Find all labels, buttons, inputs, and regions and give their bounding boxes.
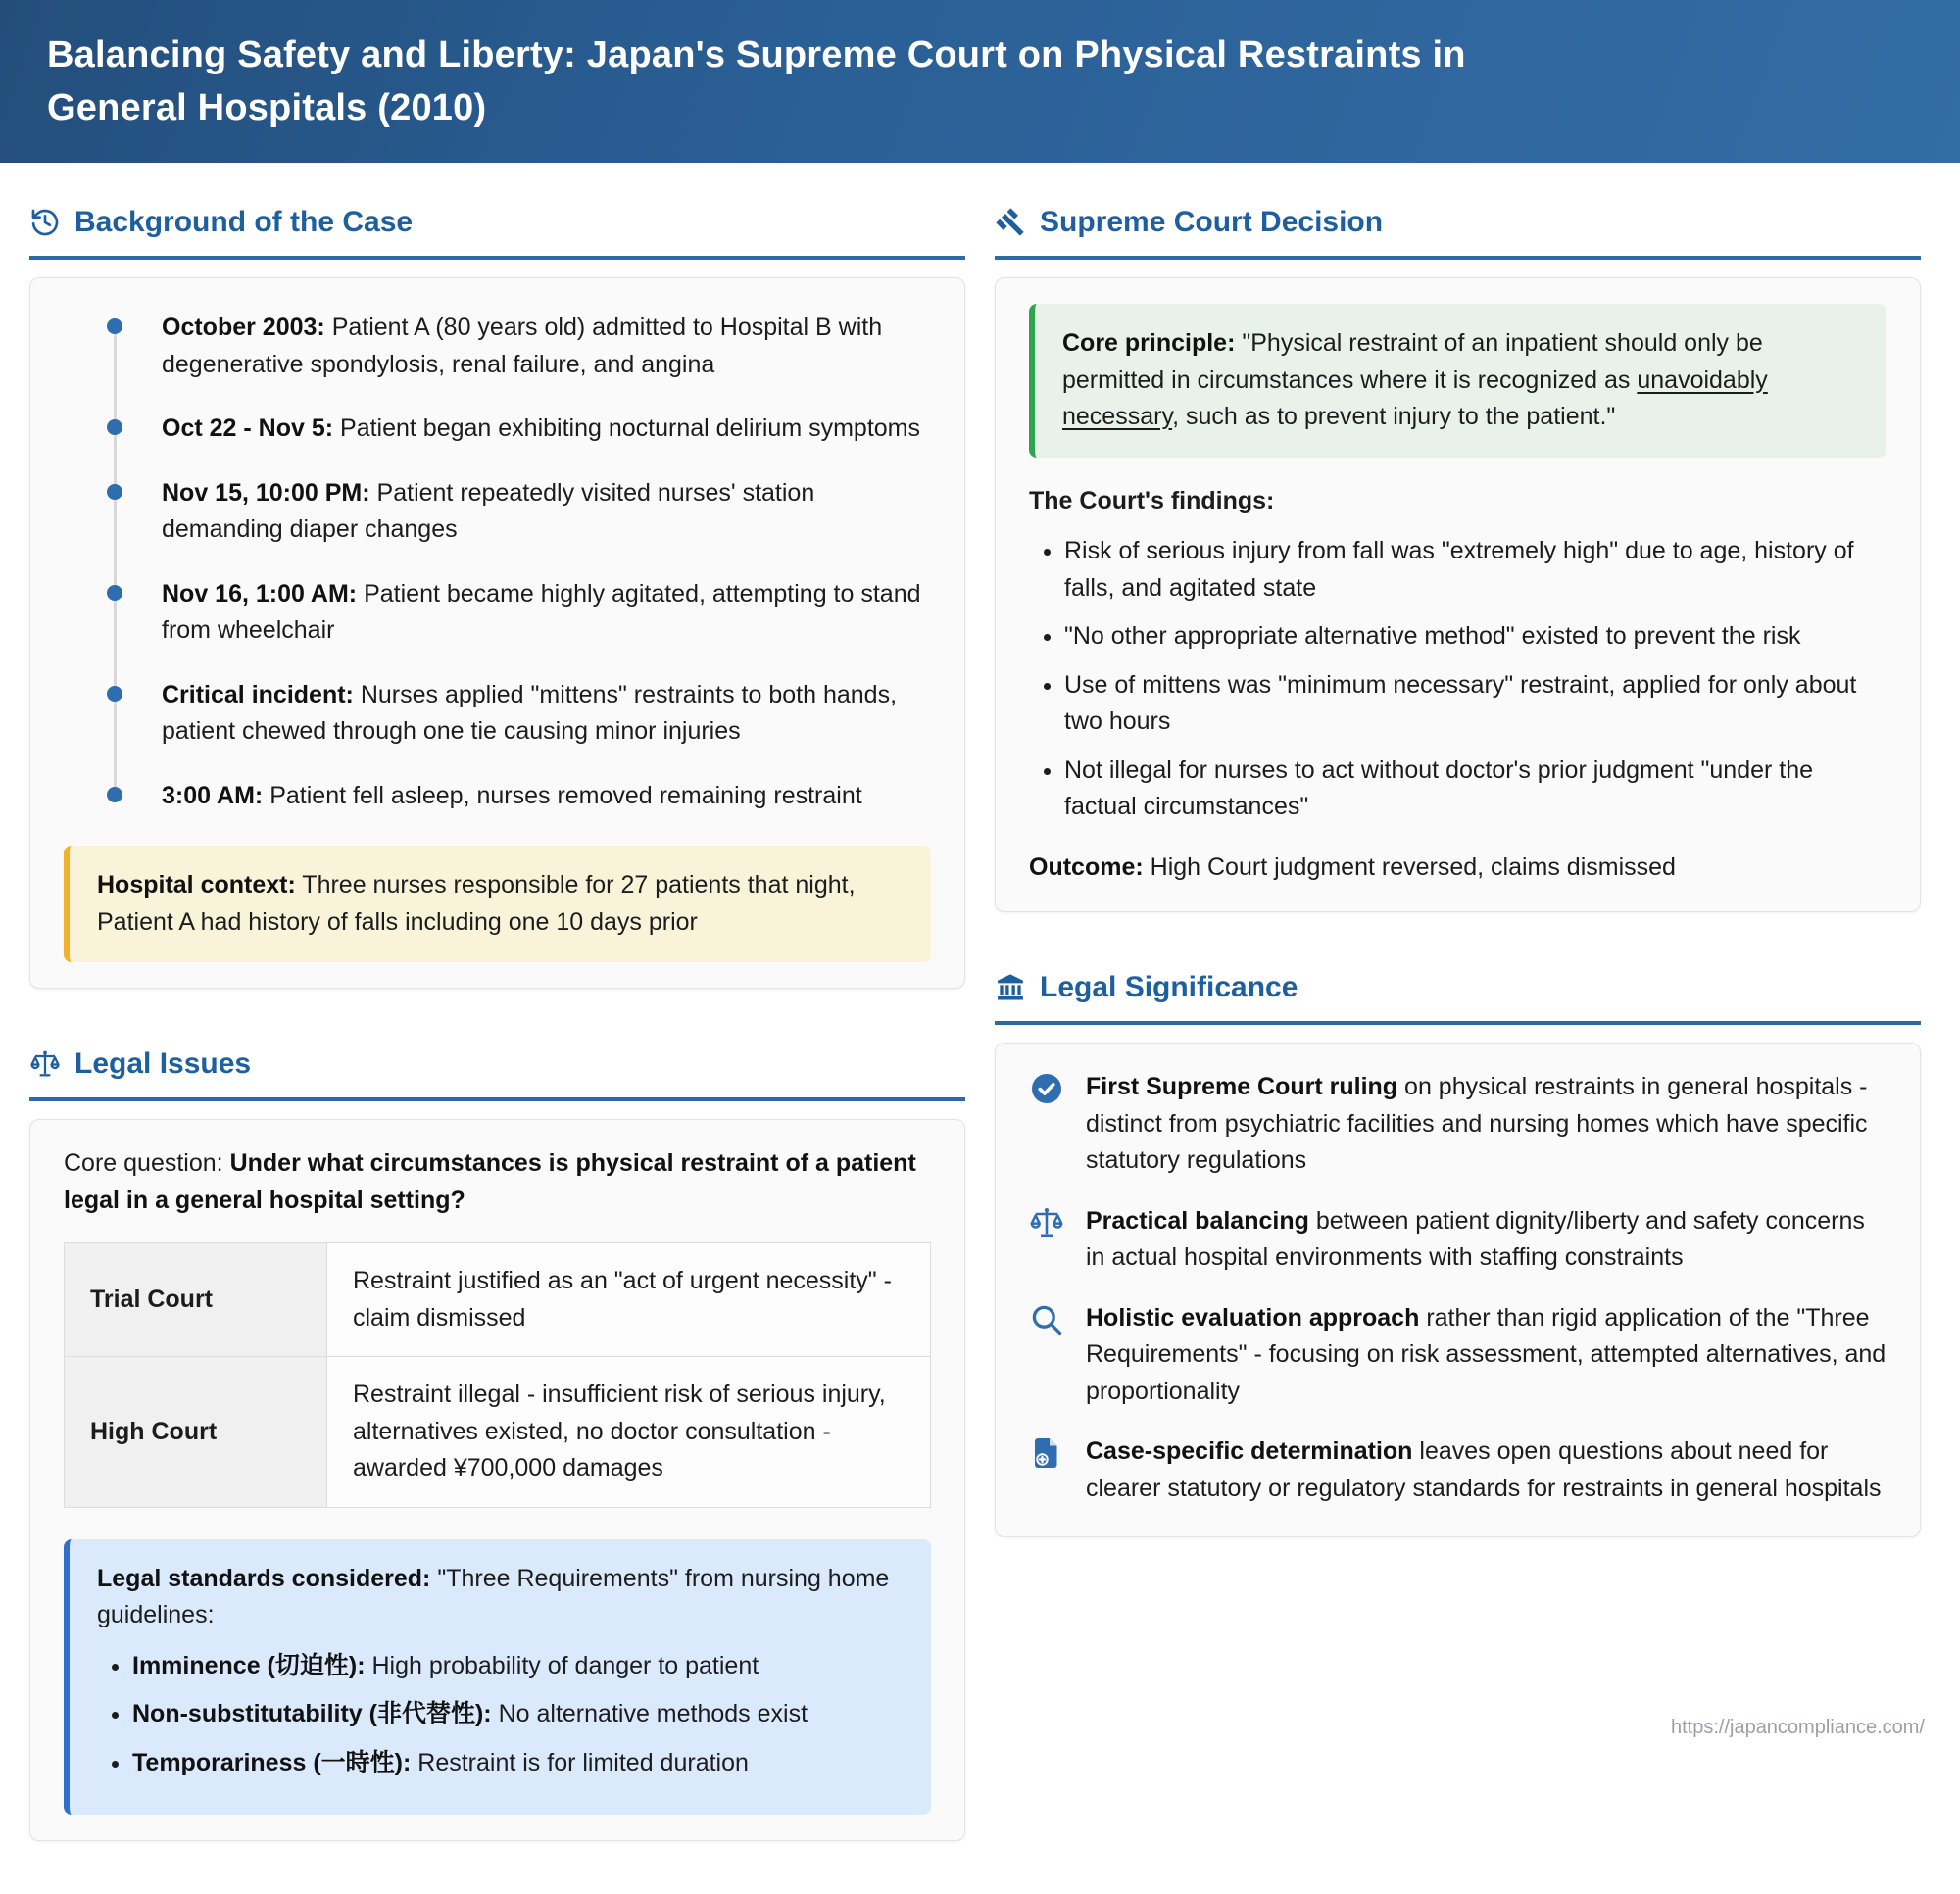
timeline <box>64 310 931 814</box>
core-principle-label: Core principle: <box>1062 329 1236 357</box>
significance-item <box>1029 1069 1886 1180</box>
scales-icon <box>29 1048 61 1080</box>
timeline-item-label: October 2003: <box>162 314 325 341</box>
significance-item <box>1029 1300 1886 1411</box>
decision-section-header <box>995 200 1921 260</box>
significance-item-label: Practical balancing <box>1086 1206 1309 1235</box>
scales-icon <box>1029 1203 1066 1240</box>
list-item <box>132 1745 904 1782</box>
outcome <box>1029 850 1886 887</box>
section-significance <box>995 965 1921 1537</box>
left-column <box>29 200 965 1894</box>
timeline-item-text: Patient A (80 years old) admitted to Hospital B with degenerative spondylosis, renal failure, and angina <box>162 314 883 378</box>
significance-card <box>995 1043 1921 1537</box>
legal-standards-list <box>97 1648 904 1782</box>
timeline-item-text: Nurses applied "mittens" restraints to both hands, patient chewed through one tie causing minor injuries <box>162 680 898 745</box>
footer-url: https://japancompliance.com/ <box>1670 1717 1925 1738</box>
standard-text: High probability of danger to patient <box>371 1651 760 1679</box>
significance-item-text: Case-specific determination leaves open questions about need for clearer statutory or regulatory standards for restraints in general hospitals <box>1086 1437 1882 1502</box>
legal-issues-card <box>29 1119 965 1841</box>
significance-item-text: Holistic evaluation approach rather than rigid application of the "Three Requirements" - focusing on risk assessment, attempted alternatives, and proportionality <box>1086 1303 1886 1405</box>
gavel-icon <box>995 207 1026 238</box>
standard-label: Imminence (切迫性): <box>132 1651 366 1679</box>
hospital-context-note <box>64 846 931 962</box>
page-title: Balancing Safety and Liberty: Japan's Supreme Court on Physical Restraints in General Hospitals (2010) <box>47 34 1466 128</box>
document-plus-icon <box>1029 1433 1066 1471</box>
legal-standards-label: Legal standards considered: <box>97 1564 431 1592</box>
legal-standards-text: "Three Requirements" from nursing home guidelines: <box>97 1564 890 1628</box>
significance-item <box>1029 1203 1886 1277</box>
findings-heading: The Court's findings: <box>1029 486 1275 514</box>
legal-issues-section-title: Legal Issues <box>74 1047 252 1080</box>
timeline-item <box>64 677 931 751</box>
court-rulings-table <box>64 1242 931 1508</box>
significance-item-text: Practical balancing between patient dignity/liberty and safety concerns in actual hospital environments with staffing constraints <box>1086 1206 1865 1271</box>
finding-item: • Not illegal for nurses to act without doctor's prior judgment "under the factual circumstances" <box>1064 753 1886 826</box>
outcome-text: High Court judgment reversed, claims dismissed <box>1150 852 1676 881</box>
core-question <box>64 1145 931 1219</box>
section-background <box>29 200 965 989</box>
section-decision <box>995 200 1921 912</box>
timeline-item-text: Patient began exhibiting nocturnal delirium symptoms <box>340 414 920 442</box>
timeline-item <box>64 310 931 383</box>
check-circle-icon <box>1029 1069 1066 1106</box>
background-section-title: Background of the Case <box>74 206 414 238</box>
significance-item-label: First Supreme Court ruling <box>1086 1073 1398 1100</box>
legal-standards-note <box>64 1539 931 1816</box>
finding-item: • "No other appropriate alternative method" existed to prevent the risk <box>1064 618 1886 656</box>
hospital-context-label: Hospital context: <box>97 871 296 898</box>
core-question-label: Core question: <box>64 1149 223 1177</box>
court-ruling-cell: Restraint illegal - insufficient risk of serious injury, alternatives existed, no doctor consultation - awarded ¥700,000 damages <box>327 1357 931 1508</box>
timeline-item-text: Patient fell asleep, nurses removed remaining restraint <box>270 781 862 809</box>
table-row <box>65 1357 931 1508</box>
decision-card <box>995 277 1921 912</box>
standard-label: Temporariness (一時性): <box>132 1748 412 1776</box>
timeline-item-text: Patient became highly agitated, attempting to stand from wheelchair <box>162 579 921 644</box>
court-name-cell: High Court <box>65 1357 327 1508</box>
core-principle-after: , such as to prevent injury to the patient." <box>1172 403 1616 430</box>
core-question-text: Under what circumstances is physical restraint of a patient legal in a general hospital setting? <box>64 1149 916 1214</box>
timeline-item <box>64 475 931 549</box>
standard-text: No alternative methods exist <box>498 1700 808 1727</box>
history-icon <box>29 207 61 238</box>
timeline-item-label: Nov 15, 10:00 PM: <box>162 478 370 507</box>
list-item <box>132 1648 904 1685</box>
timeline-item-label: Critical incident: <box>162 680 354 708</box>
court-name-cell: Trial Court <box>65 1243 327 1357</box>
legal-issues-section-header <box>29 1042 965 1101</box>
right-column <box>995 200 1921 1590</box>
outcome-label: Outcome: <box>1029 852 1144 881</box>
significance-item <box>1029 1433 1886 1507</box>
hospital-context-text: Three nurses responsible for 27 patients that night, Patient A had history of falls including one 10 days prior <box>97 871 856 936</box>
bank-icon <box>995 972 1026 1003</box>
significance-section-header <box>995 965 1921 1025</box>
content <box>0 163 1960 1894</box>
court-ruling-cell: Restraint justified as an "act of urgent necessity" - claim dismissed <box>327 1243 931 1357</box>
timeline-item <box>64 411 931 448</box>
significance-item-label: Case-specific determination <box>1086 1437 1413 1465</box>
core-principle-underlined: unavoidably necessary <box>1062 365 1768 430</box>
list-item <box>132 1696 904 1733</box>
standard-text: Restraint is for limited duration <box>417 1748 749 1776</box>
timeline-item <box>64 778 931 815</box>
timeline-item-text: Patient repeatedly visited nurses' station demanding diaper changes <box>162 478 815 543</box>
finding-item: • Use of mittens was "minimum necessary" restraint, applied for only about two hours <box>1064 667 1886 741</box>
timeline-item <box>64 576 931 650</box>
legal-standards-intro <box>97 1561 904 1634</box>
significance-item-text: First Supreme Court ruling on physical restraints in general hospitals - distinct from psychiatric facilities and nursing homes which have specific statutory regulations <box>1086 1073 1868 1174</box>
findings-list <box>1029 533 1886 826</box>
significance-section-title: Legal Significance <box>1040 971 1298 1003</box>
table-row <box>65 1243 931 1357</box>
core-principle-before: "Physical restraint of an inpatient should only be permitted in circumstances where it is recognized as <box>1062 329 1763 394</box>
core-principle-note <box>1029 304 1886 458</box>
magnifier-icon <box>1029 1300 1066 1337</box>
page-header <box>0 0 1960 163</box>
timeline-item-label: Nov 16, 1:00 AM: <box>162 579 358 607</box>
timeline-item-label: 3:00 AM: <box>162 781 264 809</box>
decision-section-title: Supreme Court Decision <box>1040 206 1384 238</box>
section-legal-issues <box>29 1042 965 1841</box>
standard-label: Non-substitutability (非代替性): <box>132 1700 492 1727</box>
significance-item-label: Holistic evaluation approach <box>1086 1303 1420 1332</box>
background-section-header <box>29 200 965 260</box>
background-card <box>29 277 965 989</box>
finding-item: • Risk of serious injury from fall was "extremely high" due to age, history of falls, and agitated state <box>1064 533 1886 607</box>
timeline-item-label: Oct 22 - Nov 5: <box>162 414 334 442</box>
